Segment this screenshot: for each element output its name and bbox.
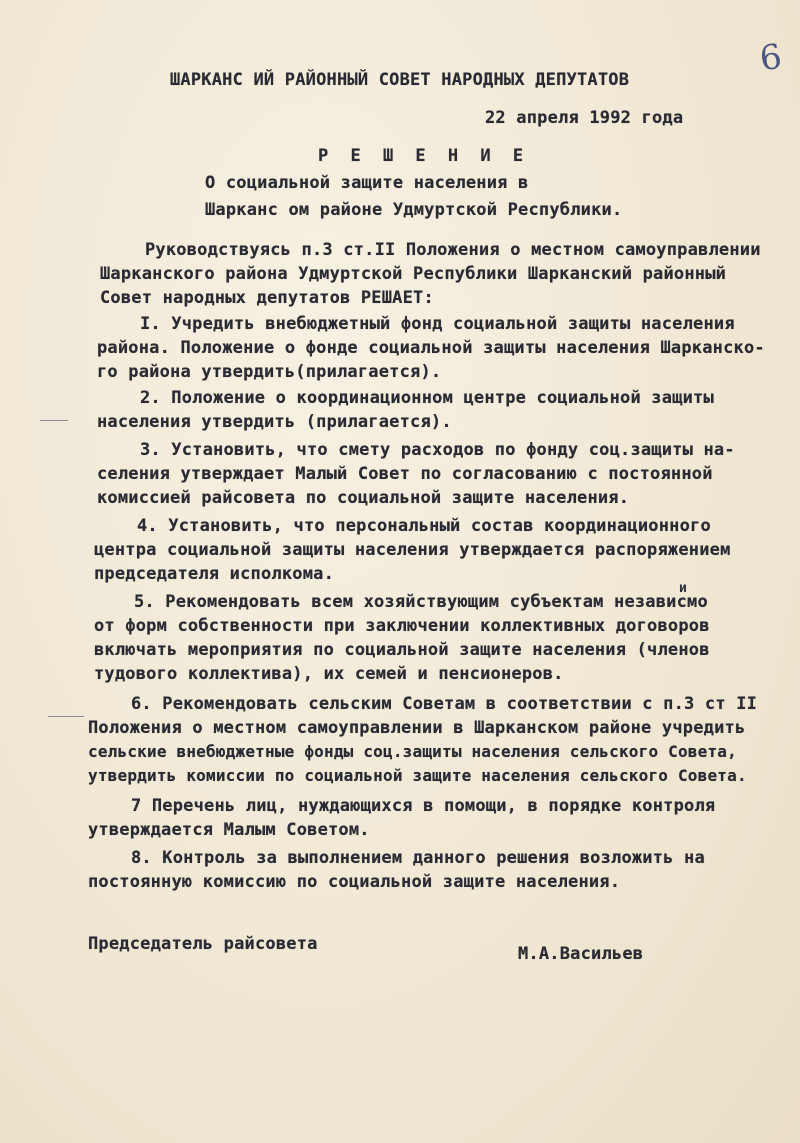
body-line: Положения о местном самоуправлении в Шарканском районе учредить	[88, 718, 746, 738]
body-line: 8. Контроль за выполнением данного решения возложить на	[131, 848, 705, 868]
document-title: Р Е Ш Е Н И Е	[318, 146, 530, 166]
body-line: Шарканского района Удмуртской Республики Шарканский районный	[100, 264, 727, 284]
document-date: 22 апреля 1992 года	[485, 108, 684, 128]
subject-line-1: О социальной защите населения в	[205, 173, 529, 193]
body-line: сельские внебюджетные фонды соц.защиты населения сельского Совета,	[88, 742, 737, 761]
body-line: центра социальной защиты населения утверждается распоряжением	[94, 540, 731, 560]
organization-header: ШАРКАНС ИЙ РАЙОННЫЙ СОВЕТ НАРОДНЫХ ДЕПУТАТОВ	[170, 70, 630, 90]
signature-name: М.А.Васильев	[518, 944, 644, 964]
body-line: I. Учредить внебюджетный фонд социальной защиты населения	[140, 314, 735, 334]
body-line: Руководствуясь п.3 ст.II Положения о местном самоуправлении	[145, 240, 761, 260]
body-line: 7 Перечень лиц, нуждающихся в помощи, в порядке контроля	[131, 796, 716, 816]
body-line: 3. Установить, что смету расходов по фонду соц.защиты на-	[140, 440, 735, 460]
body-line: включать мероприятия по социальной защите населения (членов	[94, 640, 710, 660]
margin-mark	[40, 420, 68, 421]
body-line: 6. Рекомендовать сельским Советам в соответствии с п.3 ст II	[131, 694, 758, 714]
body-line: Совет народных депутатов РЕШАЕТ:	[100, 288, 434, 308]
body-line: утверждается Малым Советом.	[88, 820, 370, 840]
body-line: утвердить комиссии по социальной защите населения сельского Совета.	[88, 766, 747, 785]
body-line: района. Положение о фонде социальной защиты населения Шарканско-	[97, 338, 765, 358]
handwritten-insertion: и	[679, 581, 687, 596]
body-line: 5. Рекомендовать всем хозяйствующим субъектам независмо	[134, 592, 708, 612]
body-line: 2. Положение о координационном центре социальной защиты	[140, 388, 714, 408]
body-line: постоянную комиссию по социальной защите населения.	[88, 872, 621, 892]
page-number: 6	[757, 36, 785, 80]
body-line: 4. Установить, что персональный состав координационного	[137, 516, 711, 536]
body-line: председателя исполкома.	[94, 564, 335, 584]
signature-position: Председатель райсовета	[88, 934, 318, 954]
body-line: от форм собственности при заключении коллективных договоров	[94, 616, 710, 636]
subject-line-2: Шарканс ом районе Удмуртской Республики.	[205, 200, 623, 220]
body-line: селения утверждает Малый Совет по согласованию с постоянной	[97, 464, 713, 484]
body-line: го района утвердить(прилагается).	[97, 362, 442, 382]
margin-mark	[48, 716, 84, 717]
body-line: тудового коллектива), их семей и пенсионеров.	[94, 664, 564, 684]
body-line: населения утвердить (прилагается).	[97, 412, 452, 432]
body-line: комиссией райсовета по социальной защите населения.	[97, 488, 630, 508]
